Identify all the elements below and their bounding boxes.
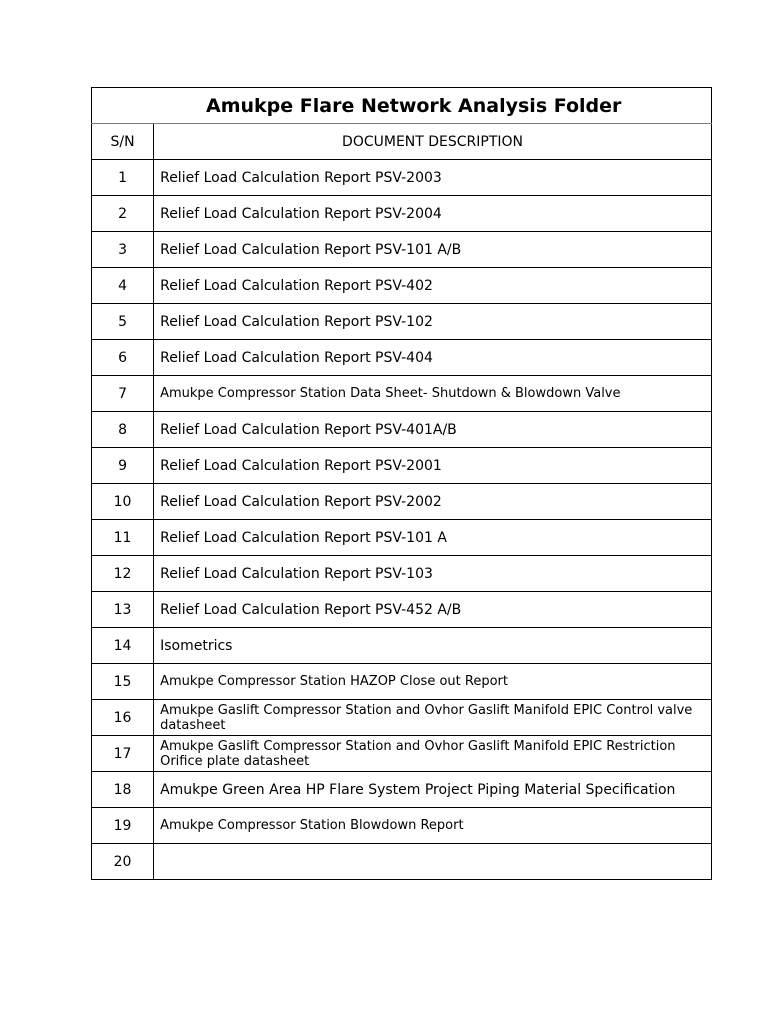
- sn-cell: 11: [92, 520, 154, 556]
- sn-cell: 15: [92, 664, 154, 700]
- description-cell: Relief Load Calculation Report PSV-402: [154, 268, 712, 304]
- table-row: [92, 376, 712, 412]
- sn-cell: 13: [92, 592, 154, 628]
- sn-cell: 5: [92, 304, 154, 340]
- description-cell: Amukpe Green Area HP Flare System Project Piping Material Specification: [154, 772, 712, 808]
- description-cell: Amukpe Gaslift Compressor Station and Ovhor Gaslift Manifold EPIC Restriction Orifice plate datasheet: [154, 736, 712, 772]
- table-row: [92, 556, 712, 592]
- table-row: [92, 772, 712, 808]
- table-row: [92, 484, 712, 520]
- description-cell: Amukpe Compressor Station Data Sheet- Shutdown & Blowdown Valve: [154, 376, 712, 412]
- description-cell: Relief Load Calculation Report PSV-452 A/B: [154, 592, 712, 628]
- sn-cell: 4: [92, 268, 154, 304]
- sn-cell: 14: [92, 628, 154, 664]
- description-cell: Relief Load Calculation Report PSV-404: [154, 340, 712, 376]
- sn-cell: 8: [92, 412, 154, 448]
- description-cell: [154, 844, 712, 880]
- sn-cell: 12: [92, 556, 154, 592]
- table-row: [92, 844, 712, 880]
- table-row: [92, 412, 712, 448]
- sn-cell: 2: [92, 196, 154, 232]
- document-index-table: [91, 87, 712, 880]
- description-cell: Relief Load Calculation Report PSV-101 A/B: [154, 232, 712, 268]
- description-cell: Relief Load Calculation Report PSV-101 A: [154, 520, 712, 556]
- description-cell: Relief Load Calculation Report PSV-401A/B: [154, 412, 712, 448]
- sn-cell: 9: [92, 448, 154, 484]
- sn-cell: 20: [92, 844, 154, 880]
- description-cell: Relief Load Calculation Report PSV-2004: [154, 196, 712, 232]
- table-row: [92, 520, 712, 556]
- sn-cell: 18: [92, 772, 154, 808]
- sn-cell: 7: [92, 376, 154, 412]
- table-row: [92, 268, 712, 304]
- table-row: [92, 628, 712, 664]
- description-cell: Relief Load Calculation Report PSV-2002: [154, 484, 712, 520]
- description-cell: Relief Load Calculation Report PSV-2001: [154, 448, 712, 484]
- table-row: [92, 448, 712, 484]
- table-row: [92, 196, 712, 232]
- sn-cell: 17: [92, 736, 154, 772]
- description-cell: Isometrics: [154, 628, 712, 664]
- table-row: [92, 700, 712, 736]
- sn-cell: 1: [92, 160, 154, 196]
- sn-cell: 19: [92, 808, 154, 844]
- table-row: [92, 664, 712, 700]
- description-header: DOCUMENT DESCRIPTION: [154, 124, 712, 160]
- header-row: [92, 124, 712, 160]
- description-cell: Relief Load Calculation Report PSV-102: [154, 304, 712, 340]
- table-row: [92, 232, 712, 268]
- description-cell: Amukpe Compressor Station Blowdown Report: [154, 808, 712, 844]
- table-row: [92, 160, 712, 196]
- sn-cell: 16: [92, 700, 154, 736]
- sn-cell: 3: [92, 232, 154, 268]
- description-cell: Amukpe Compressor Station HAZOP Close out Report: [154, 664, 712, 700]
- description-cell: Amukpe Gaslift Compressor Station and Ovhor Gaslift Manifold EPIC Control valve datasheet: [154, 700, 712, 736]
- page-title: Amukpe Flare Network Analysis Folder: [92, 88, 712, 124]
- sn-header: S/N: [92, 124, 154, 160]
- description-cell: Relief Load Calculation Report PSV-103: [154, 556, 712, 592]
- sn-cell: 6: [92, 340, 154, 376]
- description-cell: Relief Load Calculation Report PSV-2003: [154, 160, 712, 196]
- table-row: [92, 736, 712, 772]
- table-row: [92, 808, 712, 844]
- table-row: [92, 340, 712, 376]
- table-row: [92, 592, 712, 628]
- sn-cell: 10: [92, 484, 154, 520]
- title-row: [92, 88, 712, 124]
- table-row: [92, 304, 712, 340]
